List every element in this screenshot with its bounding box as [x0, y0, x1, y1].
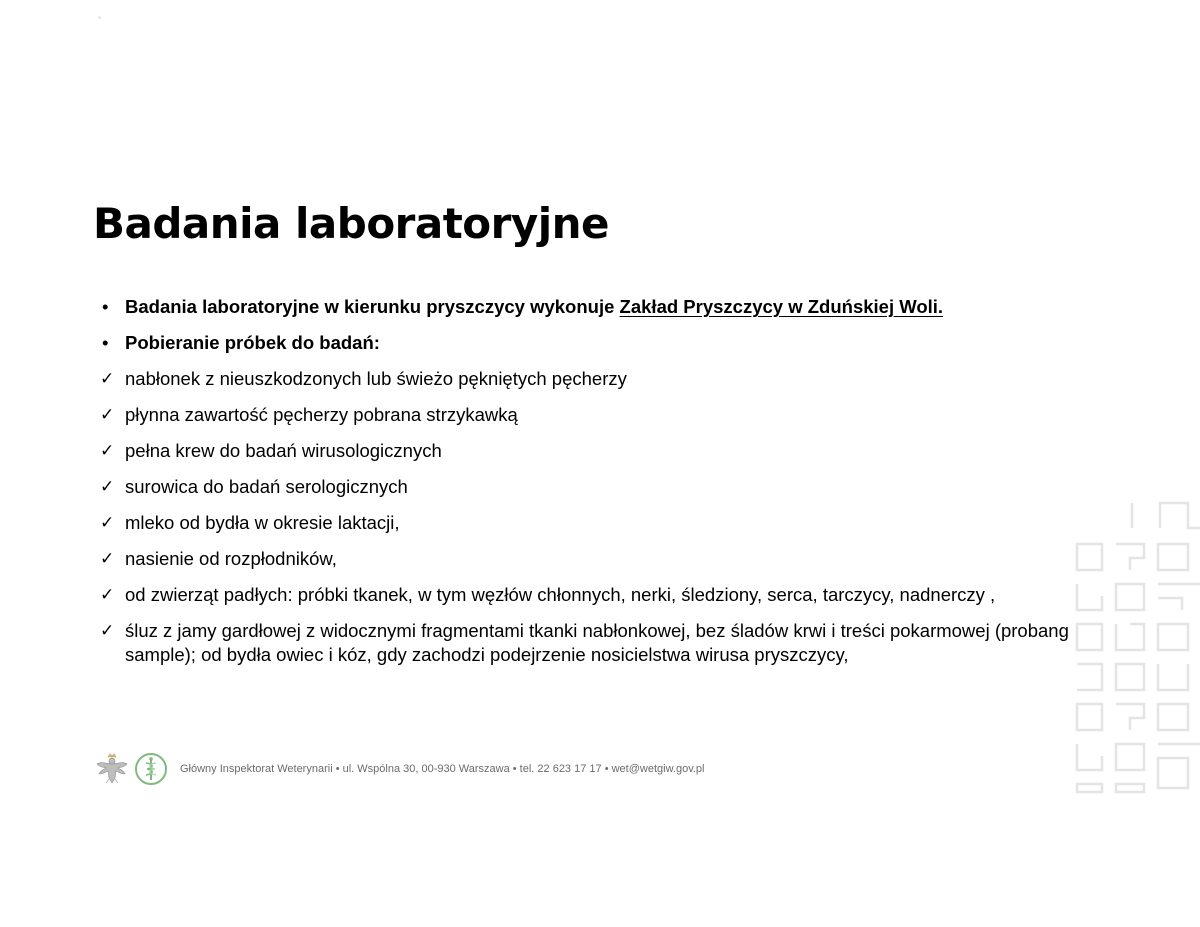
checklist-item — [100, 439, 1090, 463]
checklist-text: nabłonek z nieuszkodzonych lub świeżo pękniętych pęcherzy — [125, 368, 627, 389]
bullet-item — [100, 295, 1090, 319]
decorative-pattern — [1072, 498, 1200, 794]
checkmark-icon: ✓ — [100, 405, 115, 425]
checklist-item — [100, 583, 1090, 607]
bullet-item — [100, 331, 1090, 355]
checklist-text: surowica do badań serologicznych — [125, 476, 408, 497]
bullet-marker: • — [102, 332, 109, 353]
checklist-item — [100, 403, 1090, 427]
checkmark-icon: ✓ — [100, 441, 115, 461]
bullet-marker: • — [102, 296, 109, 317]
bullet-text-lead: Badania laboratoryjne w kierunku pryszczycy wykonuje — [125, 296, 620, 317]
veterinary-logo-icon — [134, 752, 168, 786]
checklist-item — [100, 547, 1090, 571]
slide-title: Badania laboratoryjne — [93, 199, 610, 248]
checklist-text: płynna zawartość pęcherzy pobrana strzykawką — [125, 404, 518, 425]
checkmark-icon: ✓ — [100, 549, 115, 569]
checkmark-icon: ✓ — [100, 477, 115, 497]
bullet-text: Pobieranie próbek do badań: — [125, 332, 380, 353]
checklist-text: nasienie od rozpłodników, — [125, 548, 337, 569]
footer — [95, 752, 705, 786]
checklist-item — [100, 367, 1090, 391]
checklist-item — [100, 511, 1090, 535]
checklist-text: mleko od bydła w okresie laktacji, — [125, 512, 400, 533]
lab-link[interactable]: Zakład Pryszczycy w Zduńskiej Woli. — [619, 296, 944, 317]
eagle-emblem-icon — [95, 752, 129, 786]
checkmark-icon: ✓ — [100, 513, 115, 533]
bullet-text — [125, 295, 1090, 319]
checkmark-icon: ✓ — [100, 369, 115, 389]
checklist-text: od zwierząt padłych: próbki tkanek, w tym węzłów chłonnych, nerki, śledziony, serca, tarczycy, nadnerczy , — [125, 584, 996, 605]
checklist-text: pełna krew do badań wirusologicznych — [125, 440, 442, 461]
checkmark-icon: ✓ — [100, 585, 115, 605]
footer-contact-text: Główny Inspektorat Weterynarii • ul. Wspólna 30, 00-930 Warszawa • tel. 22 623 17 17 • wet@wetgiw.gov.pl — [180, 763, 705, 775]
decorative-dot — [98, 16, 101, 19]
slide-content — [100, 295, 1090, 679]
checklist-item — [100, 619, 1090, 667]
checkmark-icon: ✓ — [100, 621, 115, 641]
checklist-text: śluz z jamy gardłowej z widocznymi fragmentami tkanki nabłonkowej, bez śladów krwi i treści pokarmowej (probang sample); od bydła owiec i kóz, gdy zachodzi podejrzenie nosicielstwa wirusa pryszczycy, — [125, 620, 1069, 665]
checklist-item — [100, 475, 1090, 499]
